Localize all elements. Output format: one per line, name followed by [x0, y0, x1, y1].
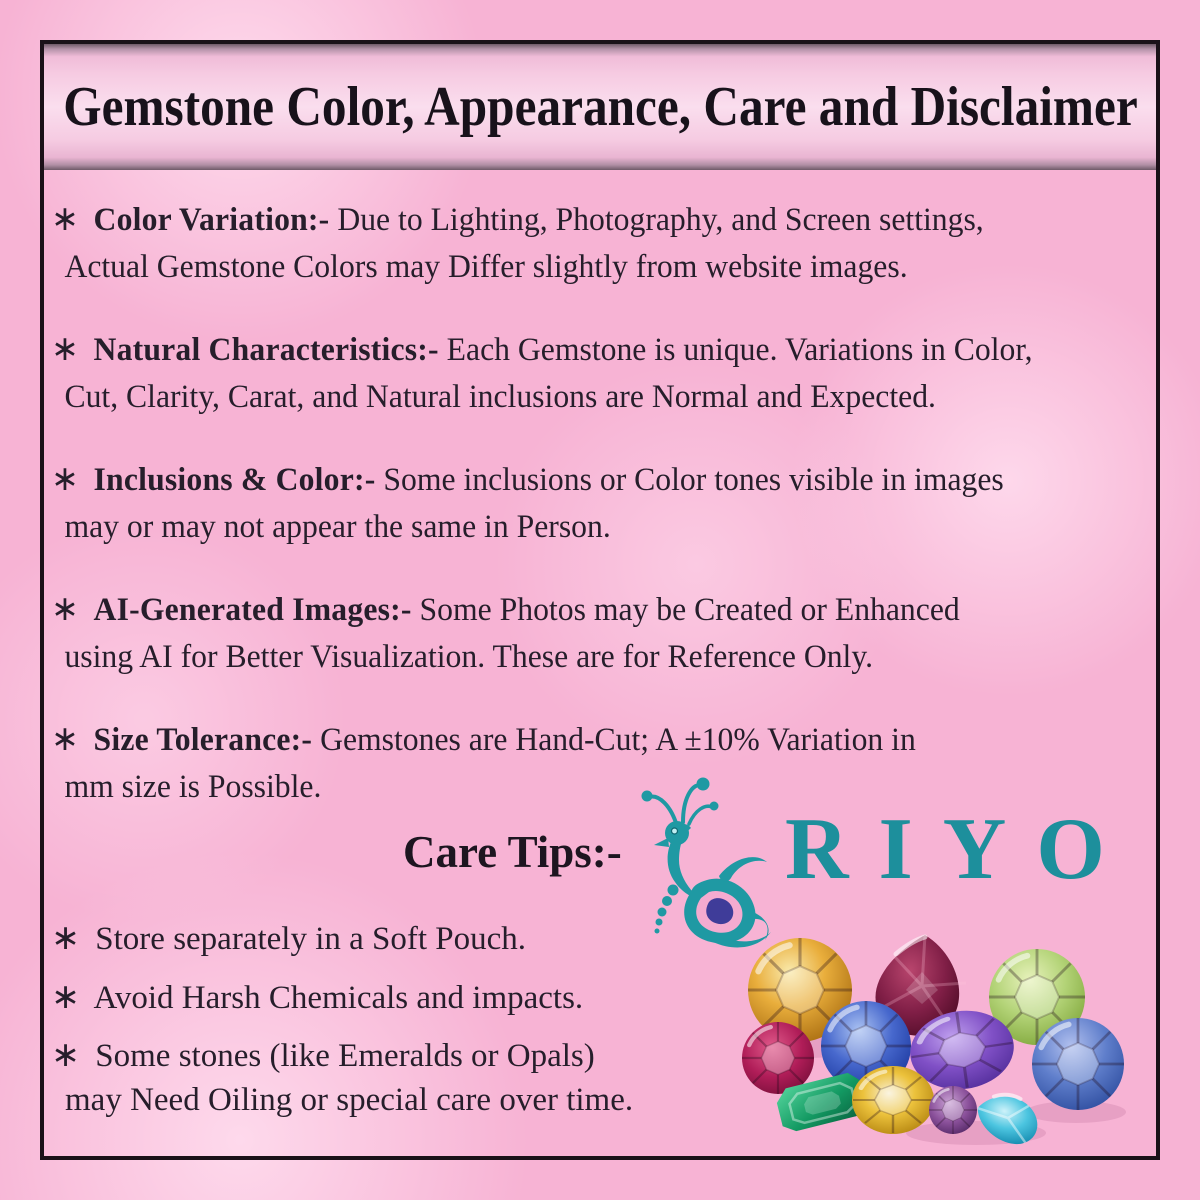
care-tip-item [51, 1033, 633, 1122]
disclaimer-text: using AI for Better Visualization. These are for Reference Only. [64, 639, 874, 675]
asterisk-bullet: ∗ [51, 918, 81, 958]
disclaimer-text: may or may not appear the same in Person. [64, 509, 611, 545]
asterisk-bullet: ∗ [51, 459, 79, 499]
disclaimer-text: Actual Gemstone Colors may Differ slightly from website images. [64, 249, 908, 285]
asterisk-bullet: ∗ [51, 1035, 81, 1075]
disclaimer-item [51, 456, 1107, 551]
care-tip-text: Avoid Harsh Chemicals and impacts. [93, 980, 584, 1016]
gemstone-cluster-image [726, 928, 1156, 1158]
disclaimer-text: mm size is Possible. [64, 769, 322, 805]
disclaimer-label: Color Variation:- [93, 202, 330, 238]
disclaimer-label: Inclusions & Color:- [93, 462, 376, 498]
gem-ruby-round [742, 1022, 814, 1094]
disclaimer-text: Each Gemstone is unique. Variations in Color, [446, 332, 1033, 368]
disclaimer-text: Some Photos may be Created or Enhanced [419, 592, 960, 628]
content-frame [40, 40, 1160, 1160]
care-tip-text: Store separately in a Soft Pouch. [95, 921, 527, 957]
care-tip-item [51, 916, 526, 961]
disclaimer-label: Size Tolerance:- [93, 722, 313, 758]
disclaimer-item [51, 326, 1107, 421]
care-tips-heading: Care Tips:- [403, 827, 622, 877]
disclaimer-item [51, 586, 1107, 681]
peacock-icon [633, 770, 778, 948]
gem-citrine-oval [852, 1066, 934, 1134]
asterisk-bullet: ∗ [51, 977, 81, 1017]
disclaimer-item [51, 196, 1107, 291]
disclaimer-text: Gemstones are Hand-Cut; A ±10% Variation in [320, 722, 916, 758]
peacock-eye [672, 828, 678, 834]
gem-tanzanite-round [1032, 1018, 1124, 1110]
asterisk-bullet: ∗ [51, 589, 79, 629]
asterisk-bullet: ∗ [51, 719, 79, 759]
asterisk-bullet: ∗ [51, 329, 79, 369]
disclaimer-label: Natural Characteristics:- [93, 332, 439, 368]
gem-garnet-small [929, 1086, 977, 1134]
disclaimer-text: Due to Lighting, Photography, and Screen settings, [337, 202, 984, 238]
disclaimer-text: Some inclusions or Color tones visible in images [383, 462, 1004, 498]
asterisk-bullet: ∗ [51, 199, 79, 239]
title-bar [44, 44, 1156, 170]
disclaimer-text: Cut, Clarity, Carat, and Natural inclusions are Normal and Expected. [64, 379, 936, 415]
care-tip-text: may Need Oiling or special care over time. [65, 1082, 634, 1118]
care-tip-item [51, 975, 583, 1020]
page-title: Gemstone Color, Appearance, Care and Disclaimer [62, 76, 1138, 138]
care-tip-text: Some stones (like Emeralds or Opals) [95, 1038, 595, 1074]
disclaimer-label: AI-Generated Images:- [93, 592, 412, 628]
brand-name: RIYO [785, 801, 1135, 898]
